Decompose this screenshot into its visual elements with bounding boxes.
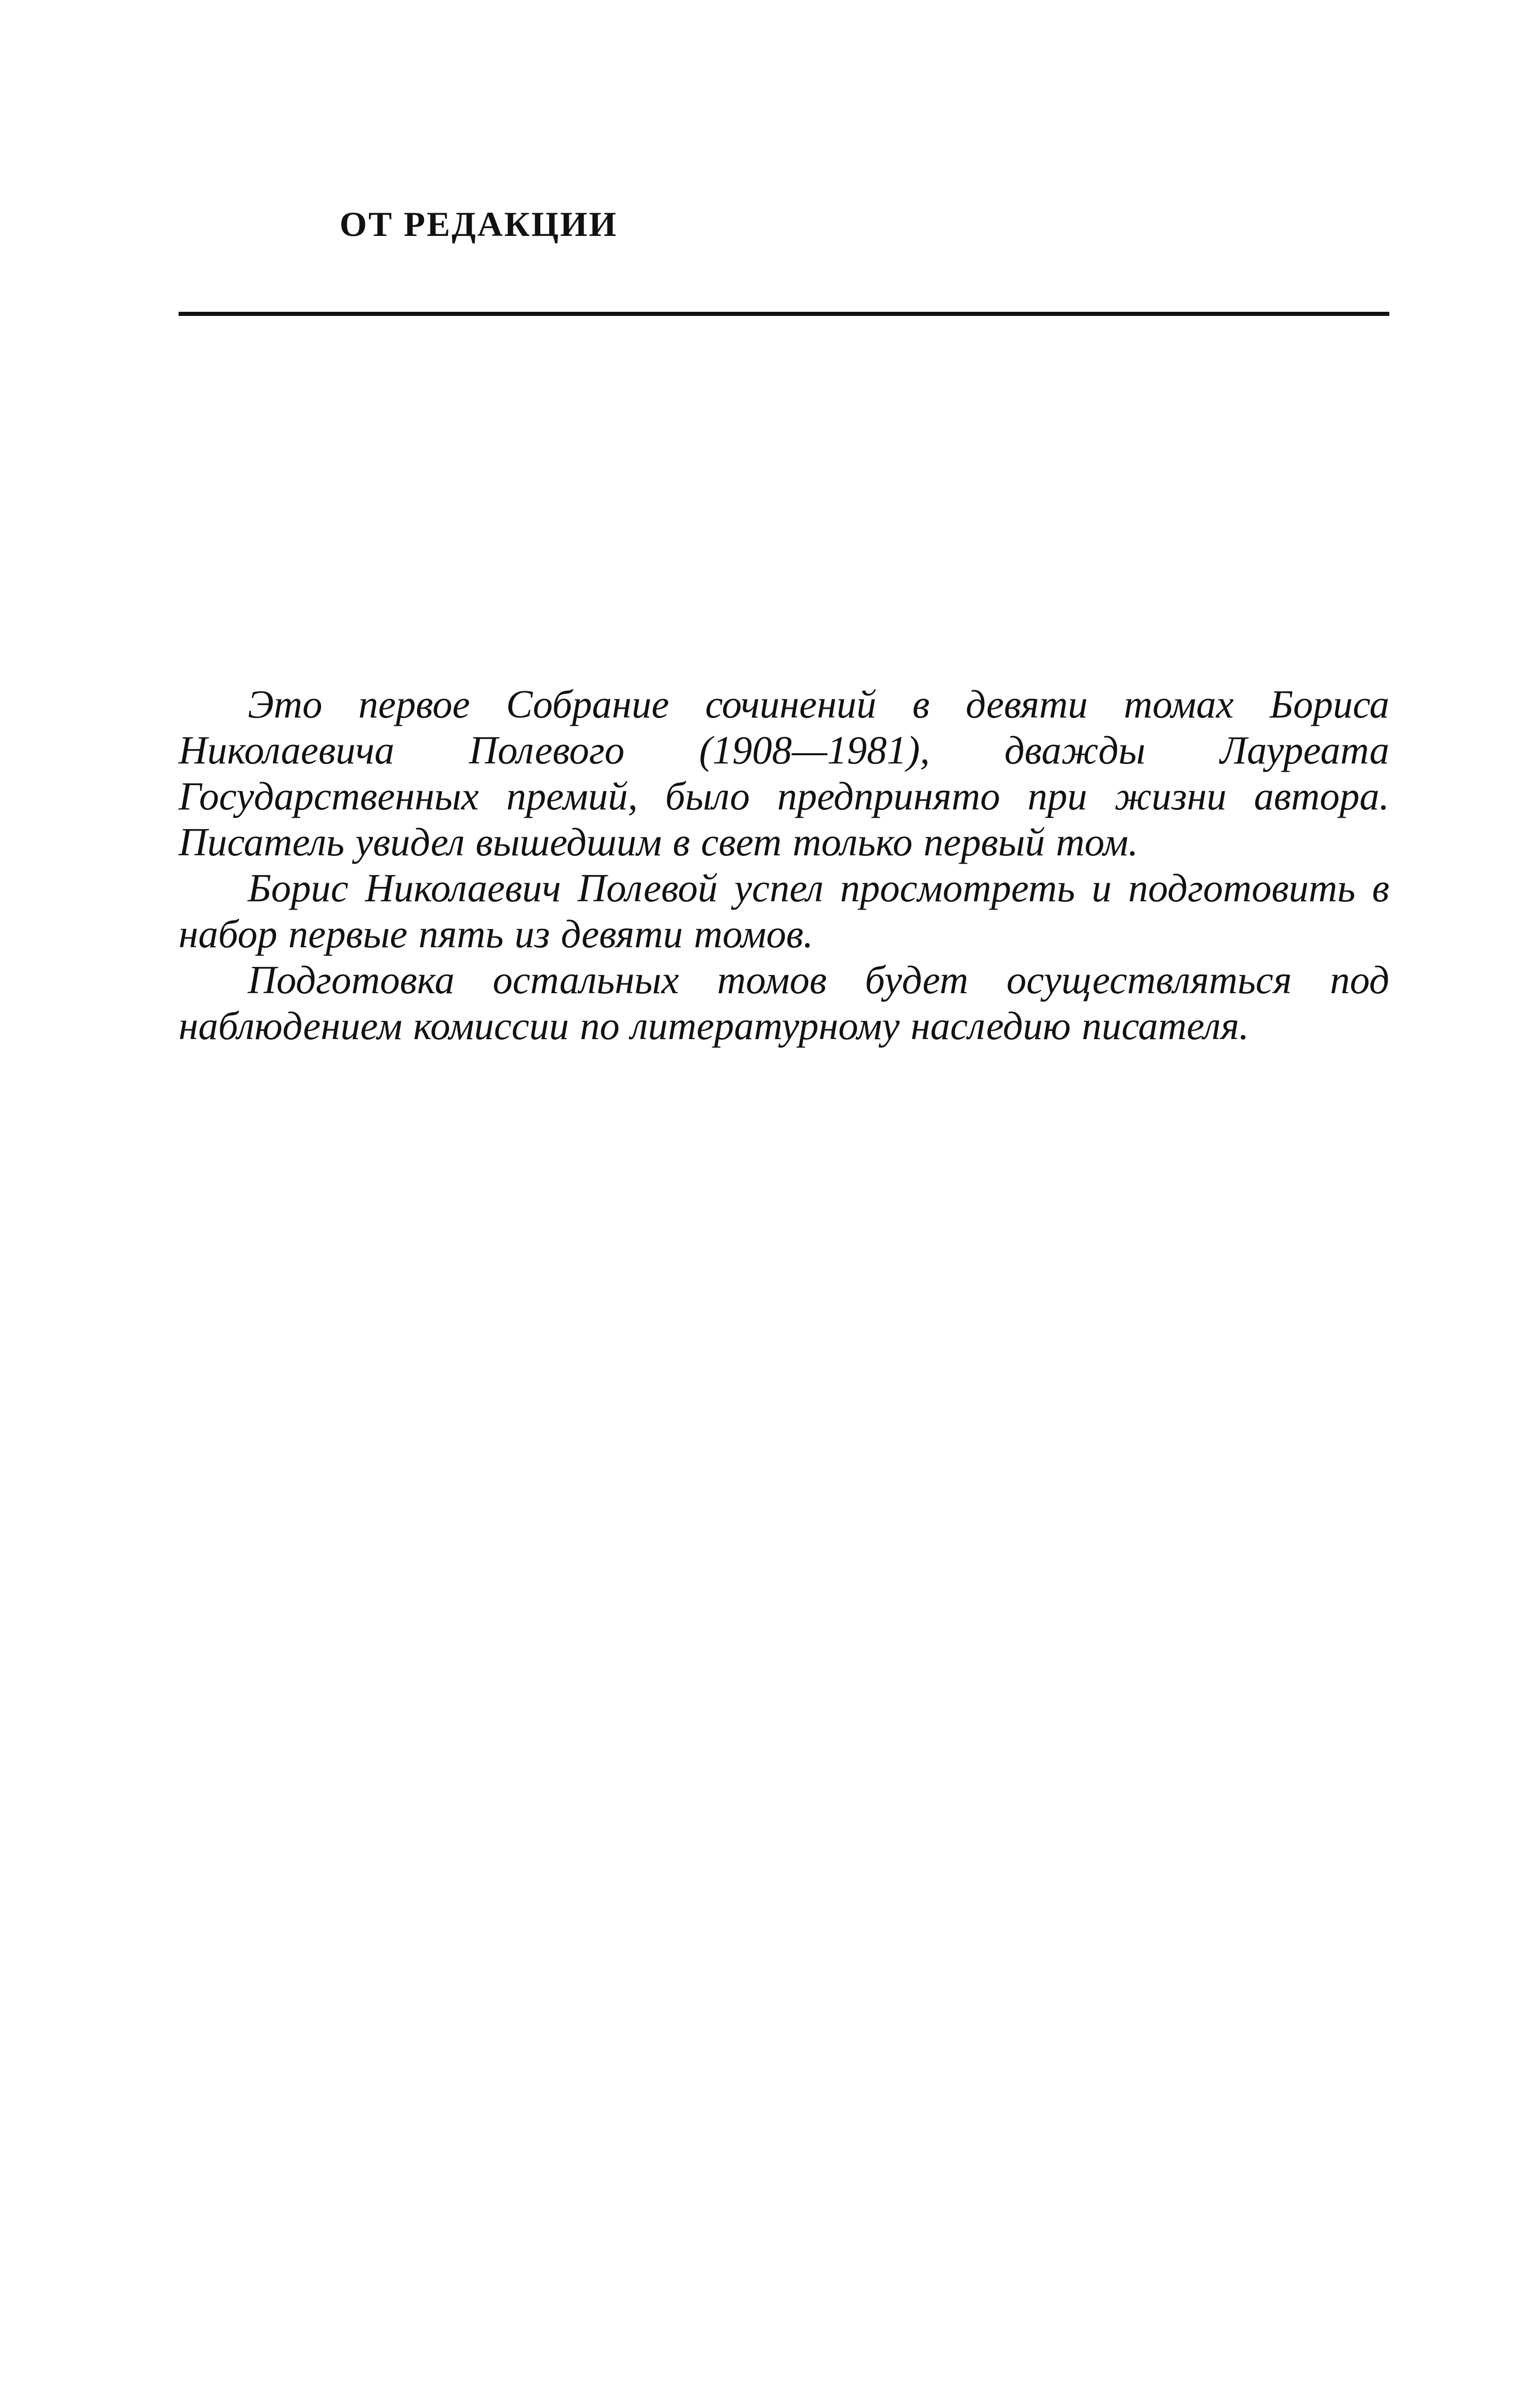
editorial-note [179, 681, 1389, 1049]
paragraph-2: Борис Николаевич Полевой успел просмотреть и подготовить в набор первые пять из девяти томов. [179, 866, 1389, 956]
page-title: ОТ РЕДАКЦИИ [340, 204, 618, 244]
paragraph-1: Это первое Собрание сочинений в девяти томах Бориса Николаевича Полевого (1908—1981), дважды Лауреата Государственных премий, было предпринято при жизни автора. Писатель увидел вышедшим в свет только первый том. [179, 682, 1389, 864]
paragraph-3: Подготовка остальных томов будет осуществляться под наблюдением комиссии по литературному наследию писателя. [179, 958, 1389, 1048]
title-divider [179, 312, 1389, 316]
